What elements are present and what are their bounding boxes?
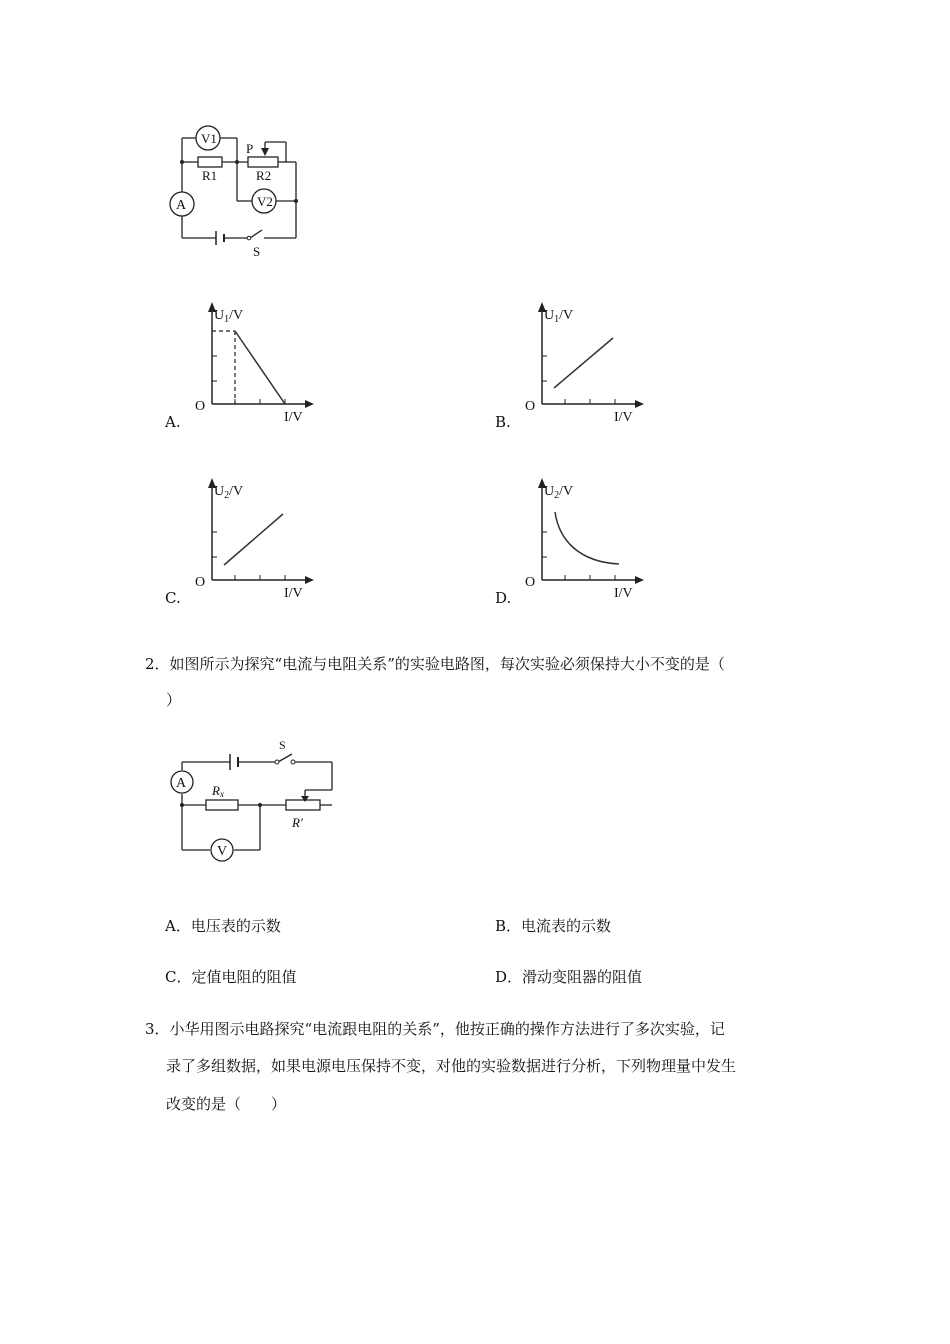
v1-label: V1 xyxy=(201,131,217,146)
q2-stem-line2: ） xyxy=(166,691,182,709)
q2-option-b[interactable]: B．电流表的示数 xyxy=(495,917,612,935)
x-arrow-icon xyxy=(635,400,644,408)
option-letter-a: A. xyxy=(165,413,181,431)
x-label: I/V xyxy=(614,586,633,601)
svg-text:Rx: Rx xyxy=(212,783,224,799)
x-label: I/V xyxy=(614,410,633,425)
ammeter-label: A xyxy=(176,776,187,791)
ammeter-label: A xyxy=(176,198,187,213)
r1-label: R1 xyxy=(202,168,218,183)
origin-label: O xyxy=(525,399,536,414)
origin-label: O xyxy=(195,575,206,590)
graph-b xyxy=(525,300,645,430)
q2-circuit-diagram xyxy=(160,732,340,862)
x-label: I/V xyxy=(284,410,303,425)
graph-d xyxy=(525,476,645,606)
svg-text:U1/V: $U_1/V$ xyxy=(544,308,574,325)
x-arrow-icon xyxy=(635,576,644,584)
x-arrow-icon xyxy=(305,576,314,584)
q2-stem-line1: 2．如图所示为探究“电流与电阻关系”的实验电路图，每次实验必须保持大小不变的是（ xyxy=(145,655,725,673)
y-label: U xyxy=(544,484,555,499)
data-curve xyxy=(555,512,619,564)
graph-a xyxy=(195,300,315,430)
svg-text:U1/V: $U_1/V$ xyxy=(214,308,244,325)
rx-label: R xyxy=(212,783,220,798)
data-line xyxy=(554,338,613,388)
y-label: U xyxy=(214,308,225,323)
q2-option-d[interactable]: D．滑动变阻器的阻值 xyxy=(495,968,643,986)
v2-label: V2 xyxy=(257,194,273,209)
data-line xyxy=(224,514,283,565)
option-letter-b: B. xyxy=(495,413,511,431)
q2-option-c[interactable]: C．定值电阻的阻值 xyxy=(165,968,297,986)
origin-label: O xyxy=(195,399,206,414)
svg-text:U2/V: $U_2/V$ xyxy=(214,484,244,501)
slider-label: P xyxy=(246,141,254,156)
x-arrow-icon xyxy=(305,400,314,408)
graph-c xyxy=(195,476,315,606)
rprime-label: R′ xyxy=(292,815,303,830)
switch-label: S xyxy=(253,244,261,259)
voltmeter-label: V xyxy=(217,844,228,859)
q3-stem-line1: 3．小华用图示电路探究“电流跟电阻的关系”，他按正确的操作方法进行了多次实验，记 xyxy=(145,1020,725,1038)
option-letter-c: C. xyxy=(165,589,181,607)
q3-stem-line2: 录了多组数据，如果电源电压保持不变，对他的实验数据进行分析，下列物理量中发生 xyxy=(166,1057,737,1075)
x-label: I/V xyxy=(284,586,303,601)
origin-label: O xyxy=(525,575,536,590)
option-letter-d: D. xyxy=(495,589,512,607)
svg-text:U2/V: $U_2/V$ xyxy=(544,484,574,501)
y-label: U xyxy=(214,484,225,499)
q2-option-a[interactable]: A．电压表的示数 xyxy=(165,917,281,935)
q3-stem-line3: 改变的是（ ） xyxy=(166,1095,287,1113)
r2-label: R2 xyxy=(256,168,272,183)
q1-circuit-diagram xyxy=(160,120,310,270)
data-line xyxy=(235,331,285,404)
y-label: U xyxy=(544,308,555,323)
switch-label: S xyxy=(279,738,286,752)
